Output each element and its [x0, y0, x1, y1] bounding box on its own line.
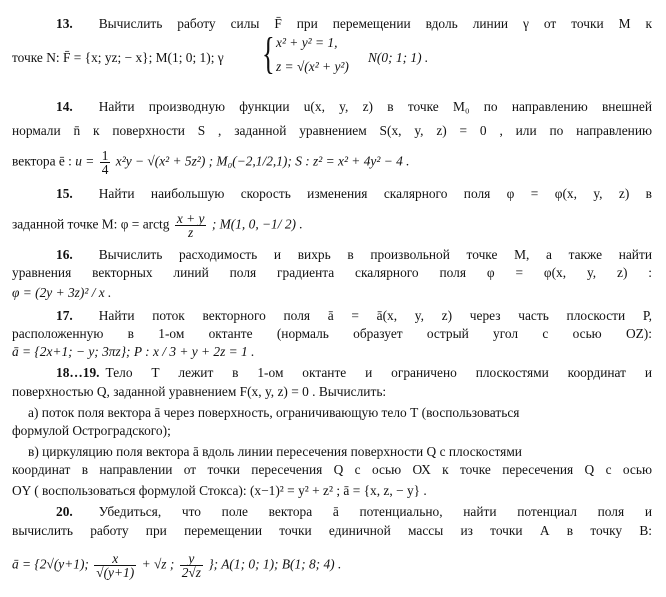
problem-14-line-2: нормали n̄ к поверхности S , заданной уравнением S(x, y, z) = 0 , или по направлению — [12, 123, 652, 138]
problem-20-line-2: вычислить работу при перемещении точки единичной массы из точки А в точку В: — [12, 523, 652, 538]
problem-15-line-2: заданной точке М: φ = arctg $\frac{x + y}{z}$ ; M(1, 0, −1/ 2) . — [12, 211, 303, 240]
fraction-one-quarter: $\frac{1}{4}$ — [101, 148, 109, 177]
fraction-x-plus-y-over-z: $\frac{x + y}{z}$ — [176, 211, 205, 240]
problem-13-line-2: точке N: F̄ = {x; yz; − x}; M(1; 0; 1); γ — [12, 50, 224, 65]
problem-16-line-1: 16. Вычислить расходимость и вихрь в произвольной точке М, а также найти — [56, 247, 652, 262]
problem-18-19-part-b: в) циркуляцию поля вектора ā вдоль линии пересечения поверхности Q с плоскостями — [28, 444, 522, 459]
gamma-system: { x² + y² = 1, z = √(x² + y²) — [262, 29, 349, 78]
fraction-x-over-sqrt: $\frac{x}{√(y+1)}$ — [96, 551, 135, 580]
problem-17-line-2: расположенную в 1-ом октанте (нормаль образует острый угол с осью OZ): — [12, 326, 652, 341]
problem-17-number: 17. — [56, 308, 73, 323]
problem-17-line-1: 17. Найти поток векторного поля ā = ā(x, y, z) через часть плоскости Р, — [56, 308, 652, 323]
problem-14-number: 14. — [56, 99, 73, 114]
problem-20-number: 20. — [56, 504, 73, 519]
problem-18-19-line-1: 18…19. Тело Т лежит в 1-ом октанте и ограничено плоскостями координат и — [56, 365, 652, 380]
problem-18-19-line-2: поверхностью Q, заданной уравнением F(x, y, z) = 0 . Вычислить: — [12, 384, 387, 399]
problem-16-number: 16. — [56, 247, 73, 262]
problem-18-19-number: 18…19. — [56, 365, 100, 380]
problem-20-line-1: 20. Убедиться, что поле вектора ā потенциально, найти потенциал поля и — [56, 504, 652, 519]
problem-14-line-3: вектора ē : u = $\frac{1}{4}$ x²y − √(x² + 5z²) ; M₀(−2,1/2,1); S : z² = x² + 4y² − 4 . — [12, 148, 410, 177]
problem-18-19-part-b-end: OY ( воспользоваться формулой Стокса): (x−1)² = y² + z² ; ā = {x, z, − y} . — [12, 483, 427, 498]
fraction-y-over-2sqrtz: $\frac{y}{2√z}$ — [181, 551, 201, 580]
problem-18-19-part-b-cont: координат в направлении от точки пересечения Q с осью ОХ к точке пересечения Q с осью — [12, 462, 652, 477]
problem-13-line-1: 13. Вычислить работу силы F̄ при перемещении вдоль линии γ от точки М к — [56, 16, 652, 31]
problem-17-line-3: ā = {2x+1; − y; 3πz}; P : x / 3 + y + 2z = 1 . — [12, 344, 255, 359]
problem-15-line-1: 15. Найти наибольшую скорость изменения скалярного поля φ = φ(x, y, z) в — [56, 186, 652, 201]
problem-20-line-3: ā = {2√(y+1); $\frac{x}{√(y+1)}$ + √z ; $\frac{y}{2√z}$ }; A(1; 0; 1); B(1; 8; 4) . — [12, 551, 342, 580]
problem-14-line-1: 14. Найти производную функции u(x, y, z) в точке M₀ по направлению внешней — [56, 99, 652, 114]
problem-18-19-part-a-cont: формулой Остроградского); — [12, 423, 171, 438]
problem-15-number: 15. — [56, 186, 73, 201]
problem-13-number: 13. — [56, 16, 73, 31]
problem-16-line-2: уравнения векторных линий поля градиента скалярного поля φ = φ(x, y, z) : — [12, 265, 652, 280]
problem-13-endpoint: N(0; 1; 1) . — [368, 50, 429, 65]
problem-18-19-part-a: а) поток поля вектора ā через поверхность, ограничивающую тело Т (воспользоваться — [28, 405, 520, 420]
problem-16-line-3: φ = (2y + 3z)² / x . — [12, 285, 112, 300]
